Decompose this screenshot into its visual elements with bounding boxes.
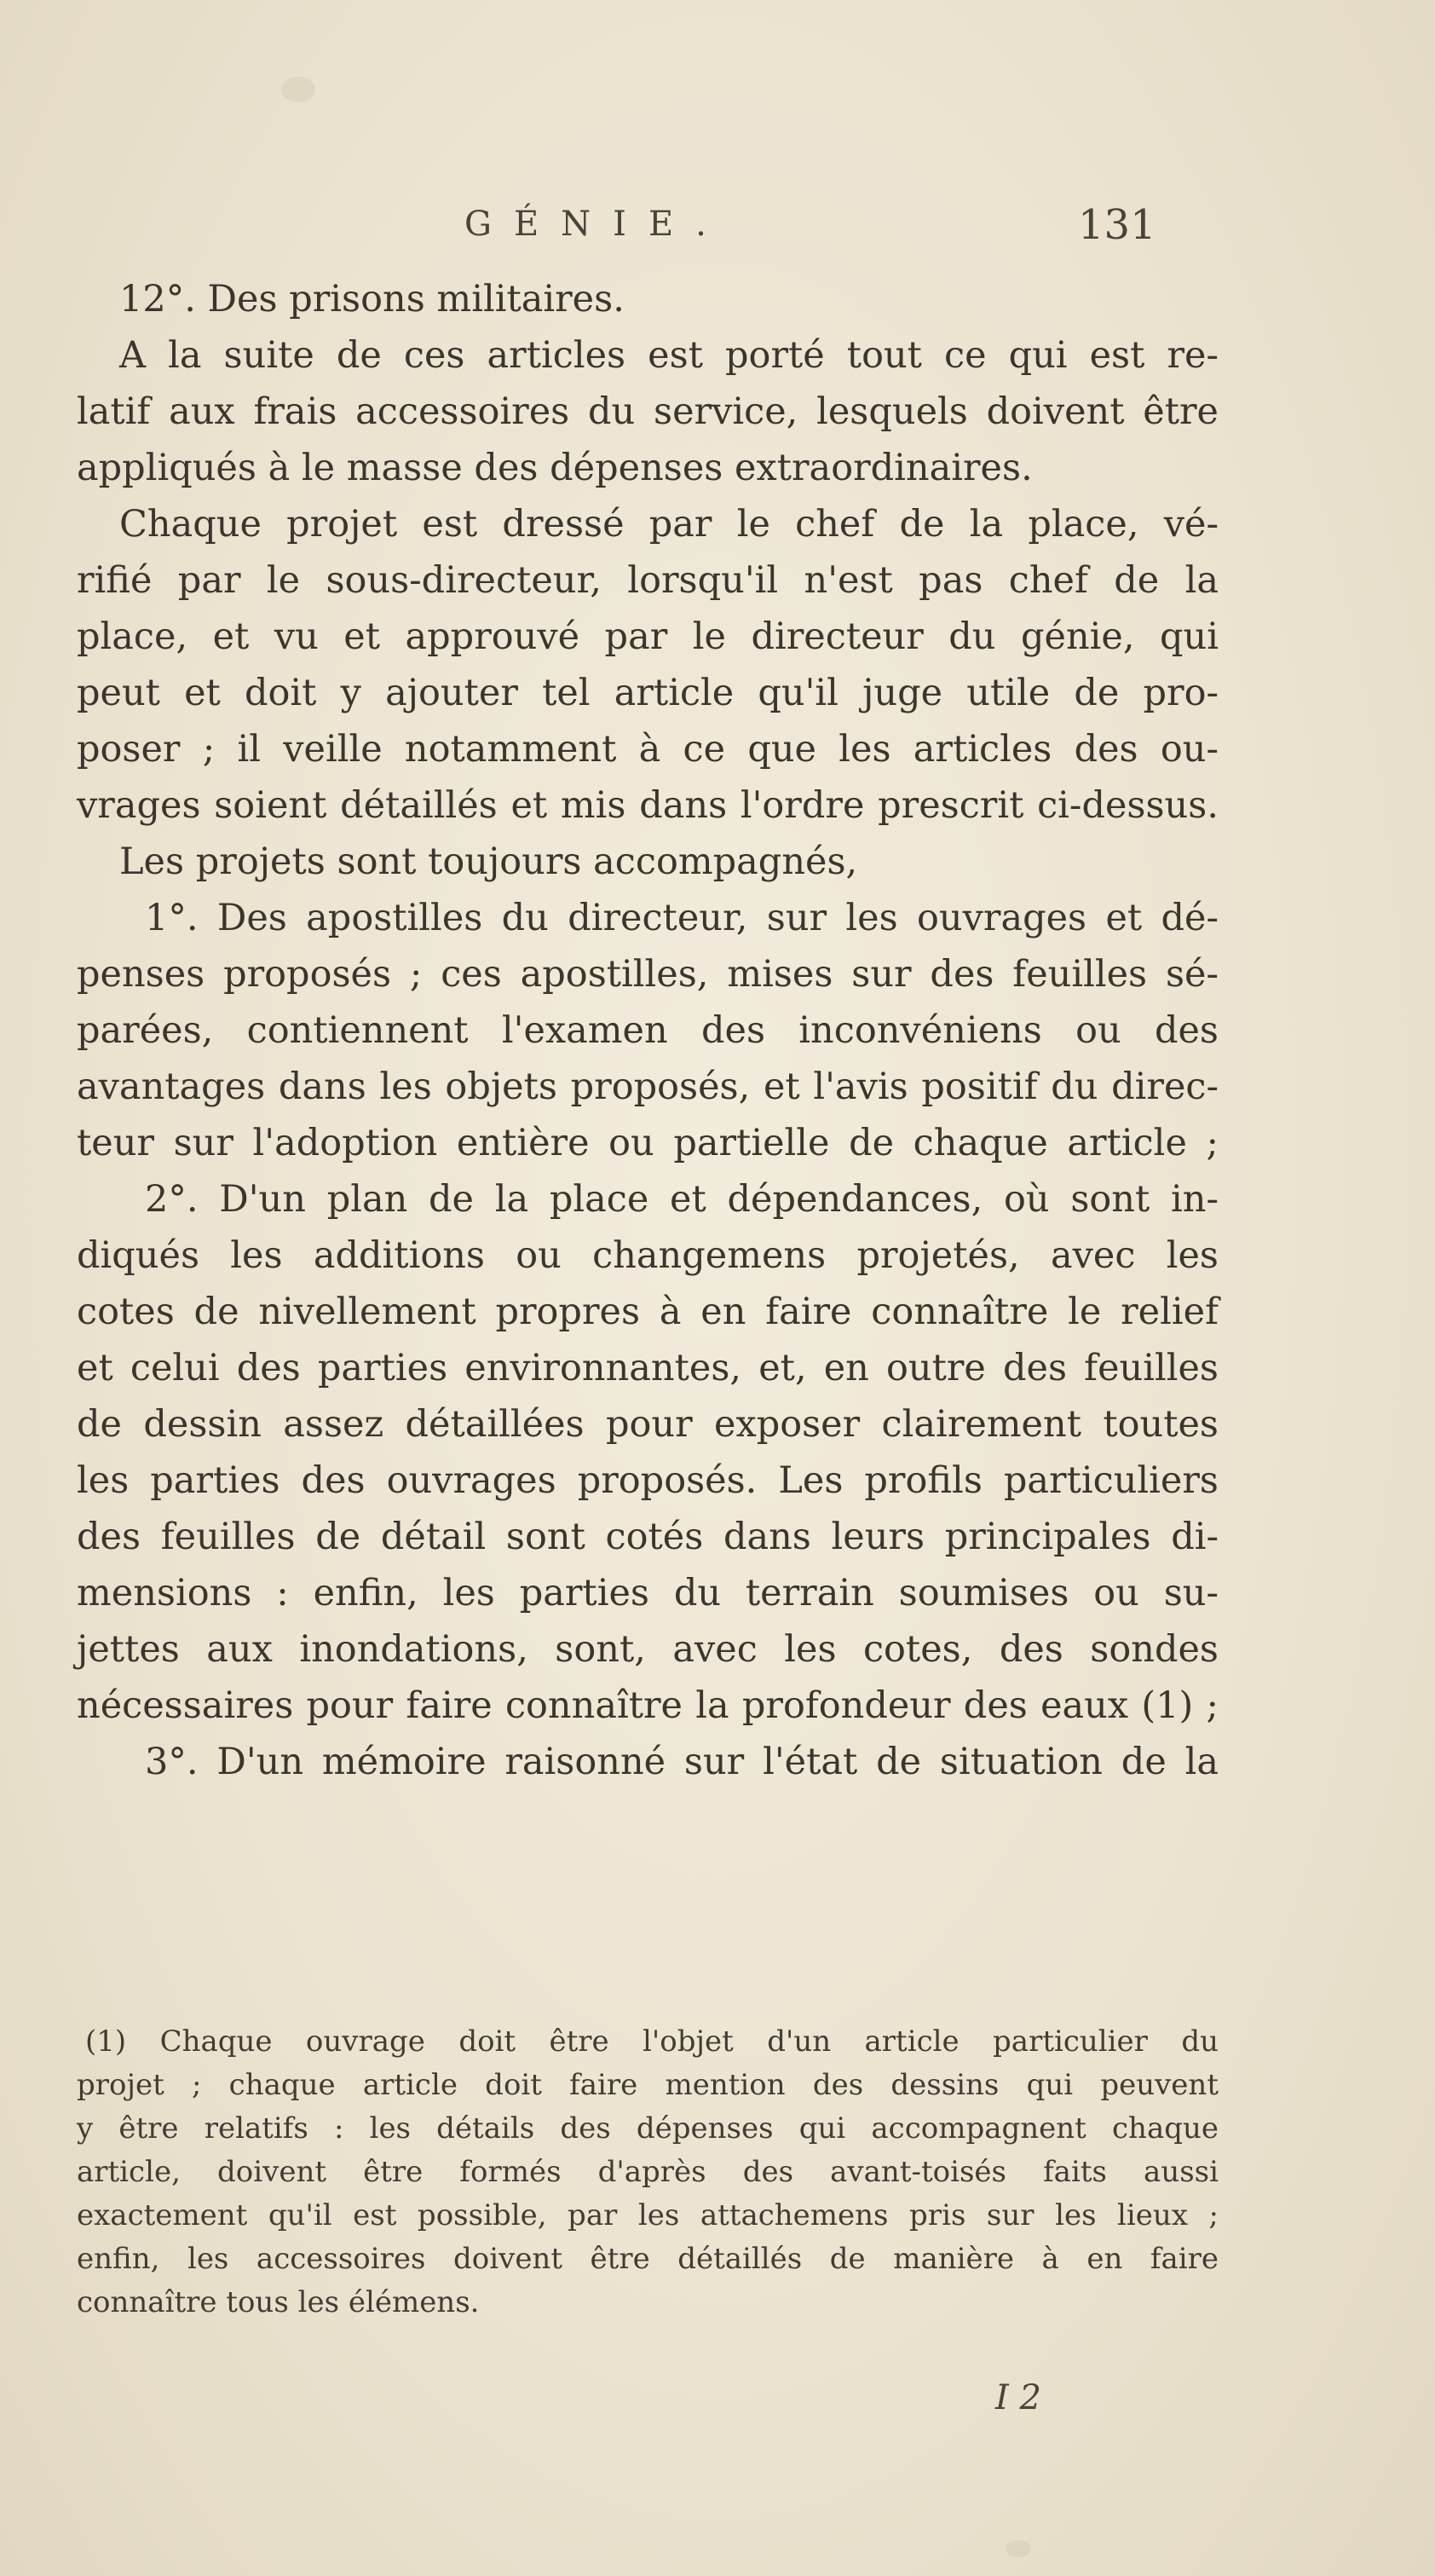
- text-line: parées, contiennent l'examen des inconvéniens ou des: [77, 1009, 1219, 1052]
- text-line: teur sur l'adoption entière ou partielle de chaque article ;: [77, 1122, 1219, 1164]
- footnote-line: projet ; chaque article doit faire mention des dessins qui peuvent: [77, 2068, 1219, 2102]
- text-line: et celui des parties environnantes, et, en outre des feuilles: [77, 1347, 1219, 1389]
- text-line: mensions : enfin, les parties du terrain soumises ou su-: [77, 1572, 1219, 1614]
- text-line: jettes aux inondations, sont, avec les cotes, des sondes: [77, 1628, 1219, 1671]
- paper-stain: [281, 77, 315, 102]
- text-line: place, et vu et approuvé par le directeur du génie, qui: [77, 615, 1219, 658]
- text-line: diqués les additions ou changemens projetés, avec les: [77, 1234, 1219, 1277]
- text-line: des feuilles de détail sont cotés dans leurs principales di-: [77, 1516, 1219, 1558]
- signature-mark: I 2: [995, 2378, 1041, 2417]
- text-line: Les projets sont toujours accompagnés,: [119, 840, 858, 883]
- footnote-line: (1) Chaque ouvrage doit être l'objet d'un article particulier du: [85, 2024, 1219, 2059]
- page-number: 131: [1078, 201, 1156, 249]
- paper-stain: [1006, 2540, 1031, 2557]
- text-line: peut et doit y ajouter tel article qu'il juge utile de pro-: [77, 672, 1219, 714]
- footnote-line: connaître tous les élémens.: [77, 2285, 480, 2319]
- text-line: les parties des ouvrages proposés. Les profils particuliers: [77, 1459, 1219, 1502]
- text-line: nécessaires pour faire connaître la profondeur des eaux (1) ;: [77, 1684, 1219, 1727]
- text-line: 1°. Des apostilles du directeur, sur les ouvrages et dé-: [145, 897, 1219, 939]
- text-line: rifié par le sous-directeur, lorsqu'il n'est pas chef de la: [77, 559, 1219, 602]
- text-line: A la suite de ces articles est porté tout ce qui est re-: [119, 334, 1219, 377]
- running-title: GÉNIE.: [464, 205, 729, 244]
- text-line: de dessin assez détaillées pour exposer clairement toutes: [77, 1403, 1219, 1446]
- text-line: 3°. D'un mémoire raisonné sur l'état de situation de la: [145, 1741, 1219, 1783]
- text-line: vrages soient détaillés et mis dans l'ordre prescrit ci-dessus.: [77, 784, 1219, 827]
- text-line: 2°. D'un plan de la place et dépendances, où sont in-: [145, 1178, 1219, 1221]
- text-line: Chaque projet est dressé par le chef de la place, vé-: [119, 503, 1219, 546]
- footnotes: [77, 2020, 1219, 2325]
- text-line: avantages dans les objets proposés, et l'avis positif du direc-: [77, 1066, 1219, 1108]
- text-line: latif aux frais accessoires du service, lesquels doivent être: [77, 390, 1219, 433]
- text-line: cotes de nivellement propres à en faire connaître le relief: [77, 1291, 1219, 1333]
- footnote-line: exactement qu'il est possible, par les attachemens pris sur les lieux ;: [77, 2198, 1219, 2232]
- text-line: penses proposés ; ces apostilles, mises sur des feuilles sé-: [77, 953, 1219, 996]
- footnote-line: y être relatifs : les détails des dépenses qui accompagnent chaque: [77, 2111, 1219, 2146]
- main-text: [77, 271, 1219, 1790]
- footnote-line: article, doivent être formés d'après des avant-toisés faits aussi: [77, 2155, 1219, 2189]
- page-header: [0, 201, 1435, 256]
- text-line: 12°. Des prisons militaires.: [119, 278, 625, 321]
- footnote-line: enfin, les accessoires doivent être détaillés de manière à en faire: [77, 2242, 1219, 2276]
- text-line: poser ; il veille notamment à ce que les articles des ou-: [77, 728, 1219, 771]
- text-line: appliqués à le masse des dépenses extraordinaires.: [77, 447, 1033, 489]
